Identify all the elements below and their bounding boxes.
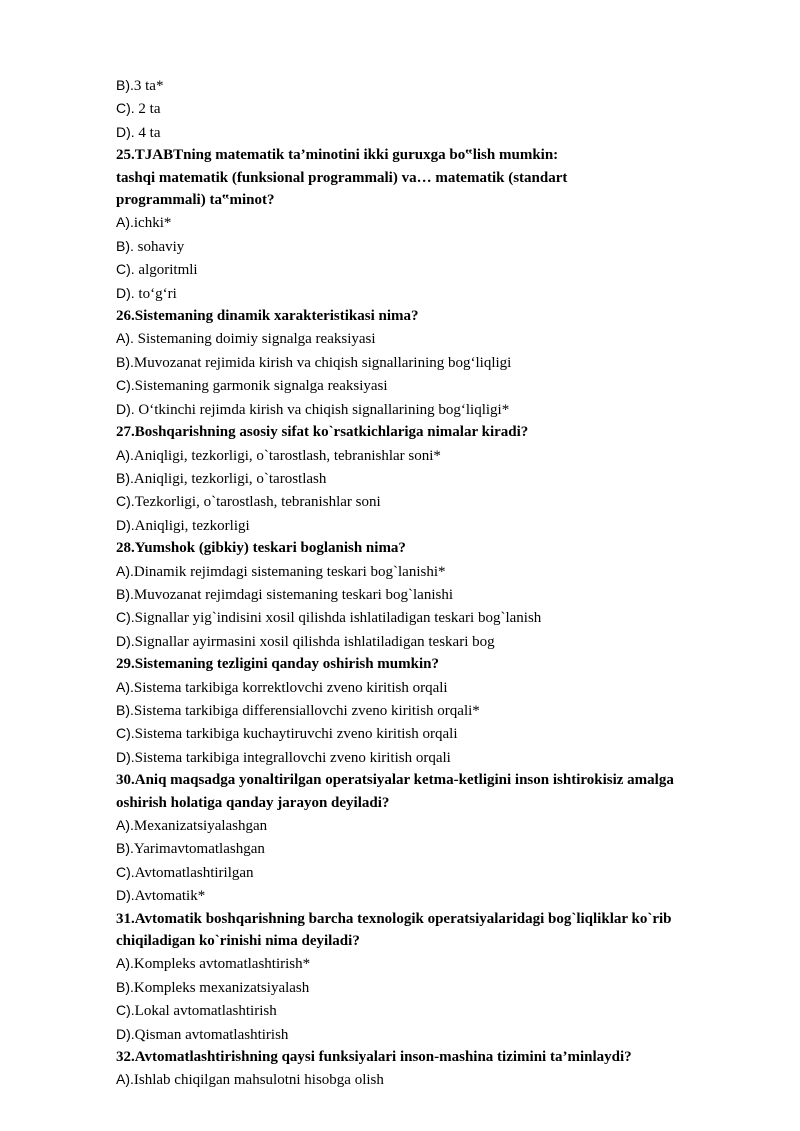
option-label: C). — [116, 725, 135, 742]
option-label: C). — [116, 493, 135, 510]
option-label: D). — [116, 632, 135, 649]
answer-option — [116, 258, 726, 281]
option-text: Signallar ayirmasini xosil qilishda ishlatiladigan teskari bog — [134, 633, 495, 650]
option-label: C). — [116, 100, 135, 117]
option-text: 3 ta* — [133, 78, 164, 94]
option-text: Sistema tarkibiga korrektlovchi zveno kiritish orqali — [133, 679, 448, 696]
option-text: Sistemaning doimiy signalga reaksiyasi — [133, 331, 376, 348]
option-label: D). — [116, 284, 135, 301]
option-label: A). — [116, 1071, 134, 1088]
option-text: Sistemaning garmonik signalga reaksiyasi — [134, 378, 388, 395]
option-text: Muvozanat rejimdagi sistemaning teskari bog`lanishi — [133, 586, 453, 603]
option-text: Signallar yig`indisini xosil qilishda ishlatiladigan teskari bog`lanish — [134, 610, 542, 627]
option-text: Dinamik rejimdagi sistemaning teskari bog`lanishi* — [133, 563, 446, 580]
option-label: A). — [116, 330, 134, 347]
option-text: Mexanizatsiyalashgan — [133, 818, 268, 834]
question-text: 25.TJABTning matematik ta’minotini ikki guruxga bo‟lish mumkin: tashqi matematik (funksional programmali) va… matematik (standart programmali) ta‟minot? — [116, 147, 568, 209]
option-text: Kompleks mexanizatsiyalash — [133, 979, 310, 996]
answer-option — [116, 837, 726, 860]
question-text: 28.Yumshok (gibkiy) teskari boglanish nima? — [116, 540, 406, 557]
option-text: sohaviy — [133, 238, 185, 255]
option-label: C). — [116, 609, 135, 626]
answer-option — [116, 121, 726, 144]
option-label: B). — [116, 701, 134, 718]
answer-option — [116, 1023, 726, 1046]
option-label: A). — [116, 562, 134, 579]
answer-option — [116, 444, 726, 467]
option-text: Aniqligi, tezkorligi — [134, 517, 250, 534]
option-label: D). — [116, 516, 135, 533]
question-text: 27.Boshqarishning asosiy sifat ko`rsatkichlariga nimalar kiradi? — [116, 424, 529, 441]
option-label: A). — [116, 817, 134, 833]
answer-option — [116, 398, 726, 421]
option-text: to‘g‘ri — [134, 285, 177, 302]
option-text: 2 ta — [134, 101, 161, 118]
option-text: O‘tkinchi rejimda kirish va chiqish signallarining bog‘liqligi* — [134, 401, 510, 418]
option-label: C). — [116, 377, 135, 394]
question-text: 30.Aniq maqsadga yonaltirilgan operatsiyalar ketma-ketligini inson ishtirokisiz amalga oshirish holatiga qanday jarayon deyiladi? — [116, 772, 674, 811]
answer-option — [116, 952, 726, 975]
answer-option — [116, 1068, 726, 1091]
option-label: C). — [116, 863, 135, 880]
option-text: Ishlab chiqilgan mahsulotni hisobga olish — [133, 1072, 384, 1089]
answer-option — [116, 722, 726, 745]
question-text: 32.Avtomatlashtirishning qaysi funksiyalari inson-mashina tizimini ta’minlaydi? — [116, 1049, 632, 1066]
option-label: A). — [116, 214, 134, 231]
answer-option — [116, 327, 726, 350]
option-label: A). — [116, 446, 134, 463]
option-text: Sistema tarkibiga integrallovchi zveno kiritish orqali — [134, 749, 451, 766]
option-label: B). — [116, 469, 134, 486]
answer-option — [116, 374, 726, 397]
option-label: D). — [116, 887, 135, 904]
option-text: Lokal avtomatlashtirish — [134, 1003, 277, 1020]
answer-option — [116, 630, 726, 653]
option-label: C). — [116, 261, 135, 278]
answer-option — [116, 514, 726, 537]
answer-option — [116, 699, 726, 722]
option-label: C). — [116, 1002, 135, 1019]
question-text: 31.Avtomatik boshqarishning barcha texnologik operatsiyalaridagi bog`liqliklar ko`rib chiqiladigan ko`rinishi nima deyiladi? — [116, 910, 672, 950]
answer-option — [116, 74, 726, 97]
option-text: algoritmli — [134, 262, 198, 279]
answer-option — [116, 583, 726, 606]
option-text: Aniqligi, tezkorligi, o`tarostlash, tebranishlar soni* — [133, 447, 441, 464]
option-label: D). — [116, 400, 135, 417]
document-page — [116, 74, 726, 1092]
option-text: Qisman avtomatlashtirish — [134, 1026, 289, 1043]
option-text: Muvozanat rejimida kirish va chiqish signallarining bog‘liqligi — [133, 354, 512, 371]
option-label: B). — [116, 237, 134, 254]
answer-option — [116, 211, 726, 234]
option-label: D). — [116, 748, 135, 765]
option-label: B). — [116, 585, 134, 602]
answer-option — [116, 976, 726, 999]
option-label: A). — [116, 955, 134, 972]
answer-option — [116, 606, 726, 629]
option-text: Tezkorligi, o`tarostlash, tebranishlar soni — [134, 494, 381, 511]
option-text: Sistema tarkibiga kuchaytiruvchi zveno kiritish orqali — [134, 726, 458, 743]
option-text: Aniqligi, tezkorligi, o`tarostlash — [133, 470, 327, 487]
question-text: 29.Sistemaning tezligini qanday oshirish mumkin? — [116, 656, 439, 673]
answer-option — [116, 746, 726, 769]
option-label: B). — [116, 77, 134, 93]
answer-option — [116, 560, 726, 583]
answer-option — [116, 861, 726, 884]
answer-option — [116, 676, 726, 699]
answer-option — [116, 351, 726, 374]
option-text: 4 ta — [134, 124, 161, 141]
answer-option — [116, 999, 726, 1022]
answer-option — [116, 235, 726, 258]
answer-option — [116, 282, 726, 305]
option-text: Kompleks avtomatlashtirish* — [133, 956, 311, 973]
option-text: Sistema tarkibiga differensiallovchi zveno kiritish orqali* — [133, 702, 480, 719]
option-label: B). — [116, 840, 134, 857]
option-text: ichki* — [133, 215, 172, 232]
option-text: Avtomatik* — [134, 888, 206, 905]
option-label: A). — [116, 678, 134, 695]
question-text: 26.Sistemaning dinamik xarakteristikasi nima? — [116, 308, 419, 325]
option-label: B). — [116, 353, 134, 370]
answer-option — [116, 97, 726, 120]
answer-option — [116, 490, 726, 513]
option-text: Yarimavtomatlashgan — [133, 841, 265, 858]
option-text: Avtomatlashtirilgan — [134, 864, 254, 881]
option-label: B). — [116, 978, 134, 995]
answer-option — [116, 467, 726, 490]
answer-option — [116, 814, 726, 837]
answer-option — [116, 884, 726, 907]
option-label: D). — [116, 123, 135, 140]
option-label: D). — [116, 1025, 135, 1042]
